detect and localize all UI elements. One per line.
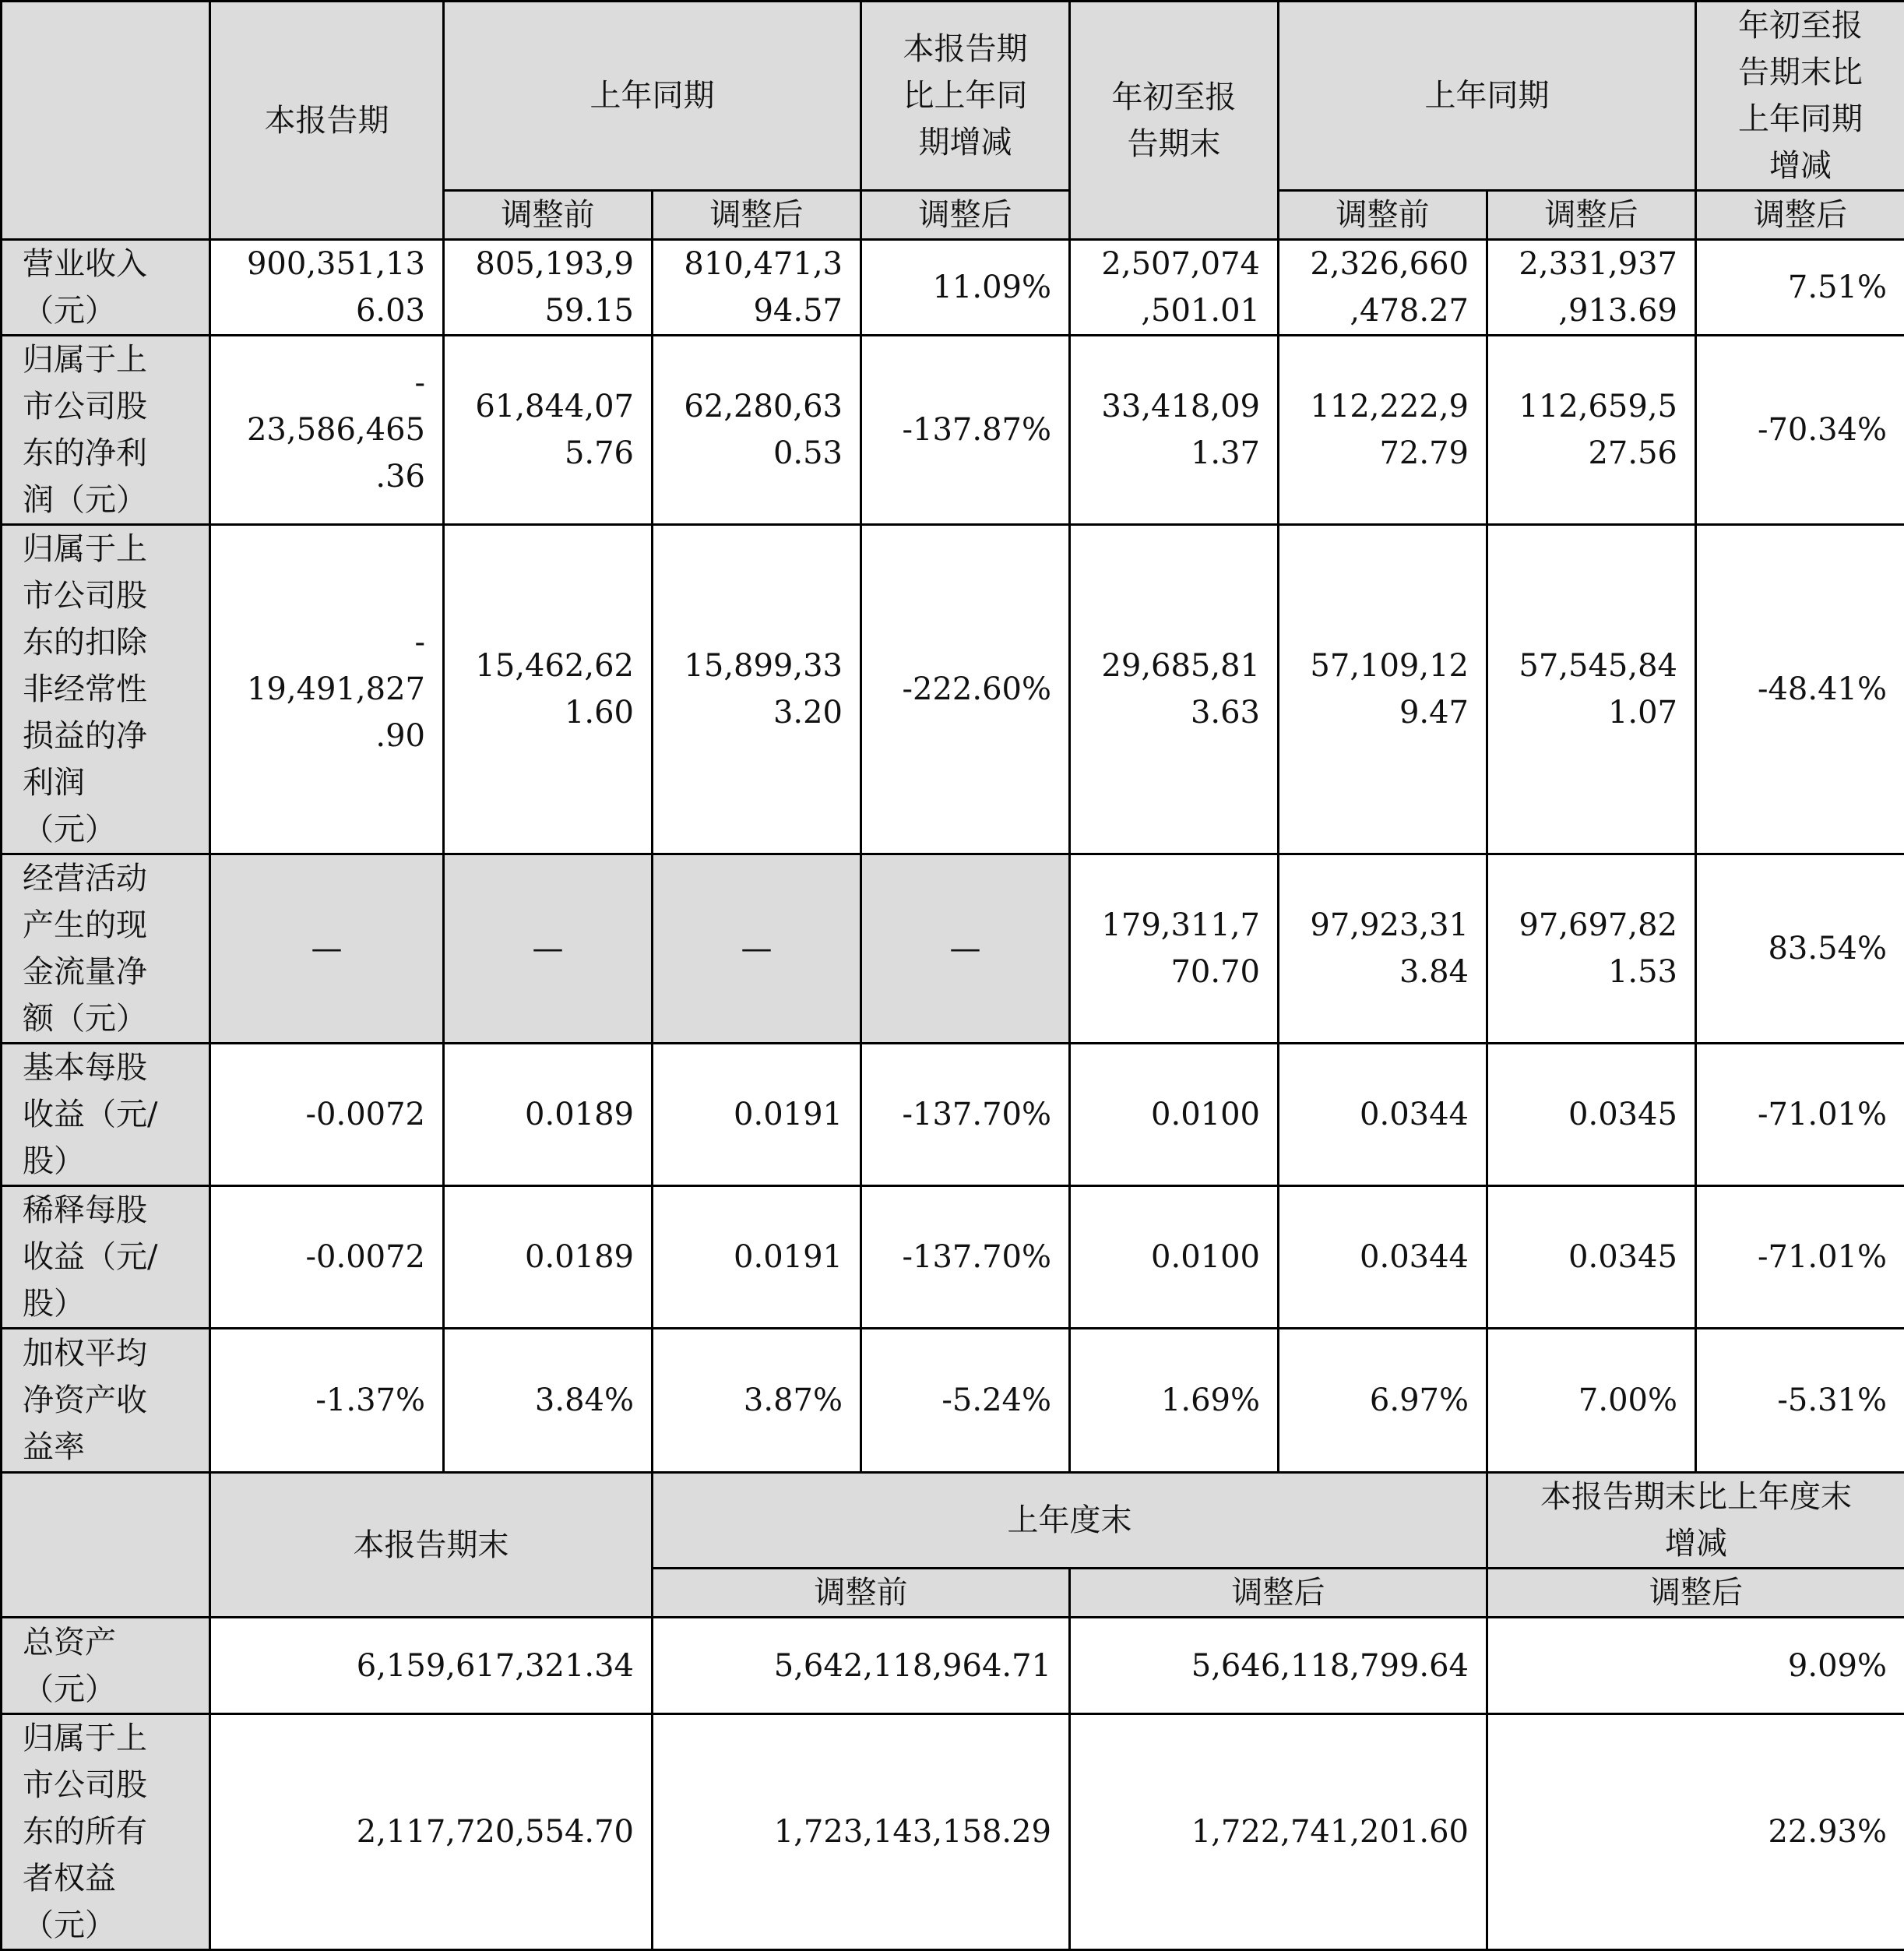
table-row	[2, 1329, 1904, 1473]
cell-ytd: 0.0100	[1070, 1186, 1279, 1329]
table-row	[2, 1186, 1904, 1329]
table-row	[2, 854, 1904, 1044]
cell-ytd-after: 112,659,5 27.56	[1487, 336, 1696, 525]
header-row-3	[2, 1473, 1904, 1569]
cell-ytd-change: -71.01%	[1696, 1044, 1904, 1186]
cell-before-adjust: 1,723,143,158.29	[653, 1714, 1070, 1950]
row-label: 基本每股 收益（元/ 股）	[2, 1044, 210, 1186]
header-prior-period: 上年同期	[444, 2, 861, 191]
header-after-adjust: 调整后	[1487, 1569, 1904, 1618]
cell-prior-after: 15,899,33 3.20	[653, 525, 861, 854]
cell-ytd-change: -5.31%	[1696, 1329, 1904, 1473]
table-row	[2, 336, 1904, 525]
cell-after-adjust: 1,722,741,201.60	[1070, 1714, 1487, 1950]
row-label: 归属于上 市公司股 东的扣除 非经常性 损益的净 利润 （元）	[2, 525, 210, 854]
cell-change: 22.93%	[1487, 1714, 1904, 1950]
cell-ytd-after: 0.0345	[1487, 1186, 1696, 1329]
header-prior-ytd: 上年同期	[1279, 2, 1696, 191]
header-change-year-end: 本报告期末比上年度末 增减	[1487, 1473, 1904, 1569]
cell-prior-before: 0.0189	[444, 1186, 653, 1329]
table-row	[2, 1714, 1904, 1950]
cell-prior-after: 810,471,3 94.57	[653, 240, 861, 336]
cell-ytd-before: 6.97%	[1279, 1329, 1487, 1473]
cell-ytd-before: 0.0344	[1279, 1186, 1487, 1329]
header-after-adjust: 调整后	[861, 191, 1070, 240]
row-label: 总资产 （元）	[2, 1618, 210, 1714]
header-change-period: 本报告期 比上年同 期增减	[861, 2, 1070, 191]
cell-ytd: 2,507,074 ,501.01	[1070, 240, 1279, 336]
cell-ytd-before: 2,326,660 ,478.27	[1279, 240, 1487, 336]
cell-ytd-change: 83.54%	[1696, 854, 1904, 1044]
cell-current: 900,351,13 6.03	[210, 240, 444, 336]
table-row	[2, 240, 1904, 336]
cell-change: -137.70%	[861, 1044, 1070, 1186]
cell-ytd-after: 97,697,82 1.53	[1487, 854, 1696, 1044]
header-row-1	[2, 2, 1904, 191]
cell-change: —	[861, 854, 1070, 1044]
header-change-ytd: 年初至报 告期末比 上年同期 增减	[1696, 2, 1904, 191]
cell-prior-before: 61,844,07 5.76	[444, 336, 653, 525]
table-row	[2, 1618, 1904, 1714]
cell-change: 11.09%	[861, 240, 1070, 336]
row-label: 归属于上 市公司股 东的净利 润（元）	[2, 336, 210, 525]
cell-ytd-change: 7.51%	[1696, 240, 1904, 336]
cell-prior-after: 3.87%	[653, 1329, 861, 1473]
header-period-end: 本报告期末	[210, 1473, 653, 1618]
cell-prior-before: 15,462,62 1.60	[444, 525, 653, 854]
cell-ytd-before: 57,109,12 9.47	[1279, 525, 1487, 854]
cell-prior-after: 0.0191	[653, 1044, 861, 1186]
cell-prior-after: —	[653, 854, 861, 1044]
cell-ytd-change: -48.41%	[1696, 525, 1904, 854]
row-label: 经营活动 产生的现 金流量净 额（元）	[2, 854, 210, 1044]
cell-ytd: 0.0100	[1070, 1044, 1279, 1186]
cell-prior-before: 3.84%	[444, 1329, 653, 1473]
header-after-adjust: 调整后	[653, 191, 861, 240]
header-before-adjust: 调整前	[1279, 191, 1487, 240]
row-label: 稀释每股 收益（元/ 股）	[2, 1186, 210, 1329]
header-before-adjust: 调整前	[444, 191, 653, 240]
cell-change: 9.09%	[1487, 1618, 1904, 1714]
cell-ytd-change: -70.34%	[1696, 336, 1904, 525]
header-after-adjust: 调整后	[1070, 1569, 1487, 1618]
header-last-year-end: 上年度末	[653, 1473, 1487, 1569]
row-label: 营业收入 （元）	[2, 240, 210, 336]
cell-period-end: 6,159,617,321.34	[210, 1618, 653, 1714]
cell-ytd-after: 0.0345	[1487, 1044, 1696, 1186]
cell-ytd: 33,418,09 1.37	[1070, 336, 1279, 525]
cell-current: -0.0072	[210, 1044, 444, 1186]
cell-change: -222.60%	[861, 525, 1070, 854]
cell-ytd-after: 2,331,937 ,913.69	[1487, 240, 1696, 336]
cell-prior-after: 62,280,63 0.53	[653, 336, 861, 525]
cell-ytd-before: 0.0344	[1279, 1044, 1487, 1186]
header-before-adjust: 调整前	[653, 1569, 1070, 1618]
cell-change: -137.87%	[861, 336, 1070, 525]
row-label: 归属于上 市公司股 东的所有 者权益 （元）	[2, 1714, 210, 1950]
cell-current: - 19,491,827 .90	[210, 525, 444, 854]
cell-ytd-before: 112,222,9 72.79	[1279, 336, 1487, 525]
cell-ytd: 179,311,7 70.70	[1070, 854, 1279, 1044]
table-row	[2, 1044, 1904, 1186]
cell-prior-before: —	[444, 854, 653, 1044]
row-label: 加权平均 净资产收 益率	[2, 1329, 210, 1473]
cell-ytd-after: 7.00%	[1487, 1329, 1696, 1473]
header-ytd: 年初至报 告期末	[1070, 2, 1279, 240]
cell-after-adjust: 5,646,118,799.64	[1070, 1618, 1487, 1714]
cell-prior-before: 805,193,9 59.15	[444, 240, 653, 336]
cell-current: -1.37%	[210, 1329, 444, 1473]
cell-current: —	[210, 854, 444, 1044]
cell-ytd-change: -71.01%	[1696, 1186, 1904, 1329]
cell-prior-before: 0.0189	[444, 1044, 653, 1186]
cell-ytd: 1.69%	[1070, 1329, 1279, 1473]
cell-ytd-after: 57,545,84 1.07	[1487, 525, 1696, 854]
header-after-adjust: 调整后	[1487, 191, 1696, 240]
header-current-period: 本报告期	[210, 2, 444, 240]
cell-change: -5.24%	[861, 1329, 1070, 1473]
cell-change: -137.70%	[861, 1186, 1070, 1329]
cell-ytd-before: 97,923,31 3.84	[1279, 854, 1487, 1044]
header-blank-cell	[2, 1473, 210, 1618]
cell-before-adjust: 5,642,118,964.71	[653, 1618, 1070, 1714]
header-after-adjust: 调整后	[1696, 191, 1904, 240]
cell-ytd: 29,685,81 3.63	[1070, 525, 1279, 854]
cell-period-end: 2,117,720,554.70	[210, 1714, 653, 1950]
table-row	[2, 525, 1904, 854]
cell-current: - 23,586,465 .36	[210, 336, 444, 525]
cell-prior-after: 0.0191	[653, 1186, 861, 1329]
cell-current: -0.0072	[210, 1186, 444, 1329]
header-blank-cell	[2, 2, 210, 240]
